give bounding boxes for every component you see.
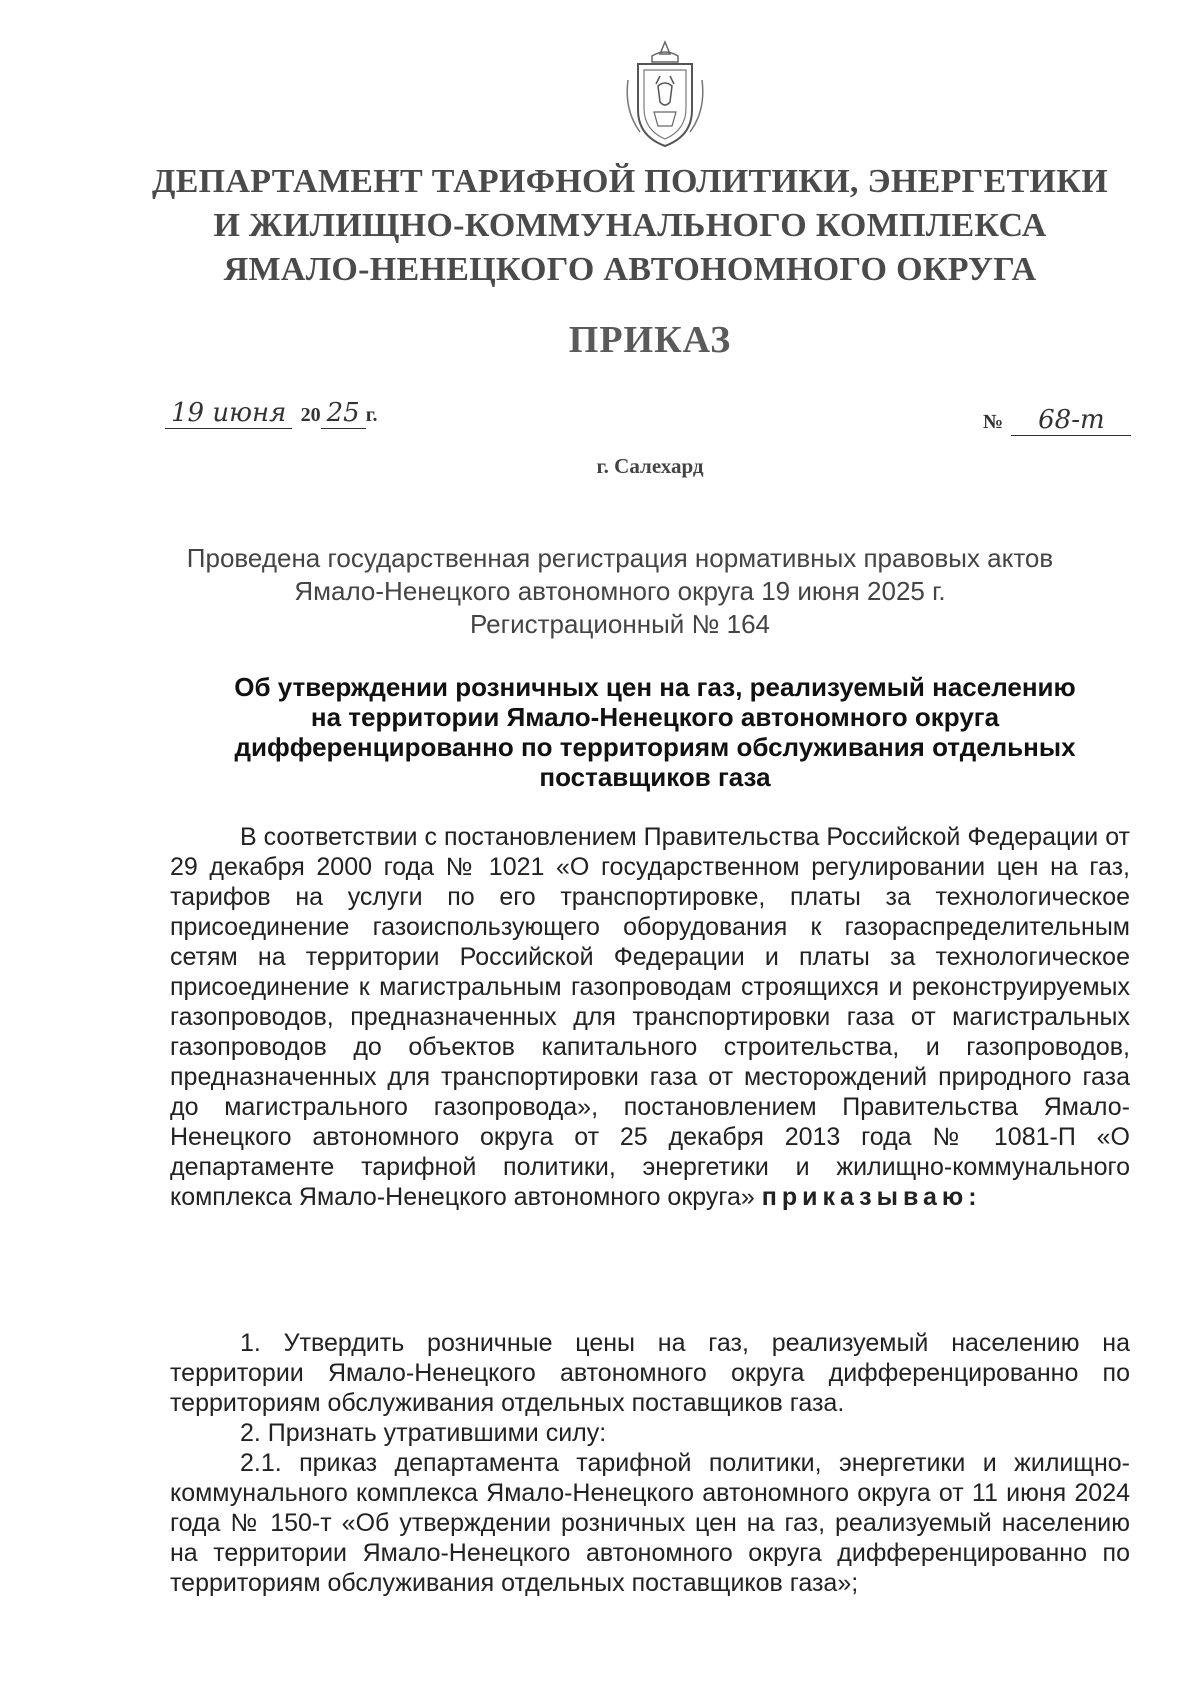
subject-line-4: поставщиков газа xyxy=(539,762,771,792)
number-label: № xyxy=(983,411,1004,433)
department-heading xyxy=(120,160,1140,292)
item-2-1-paragraph: 2.1. приказ департамента тарифной политики, энергетики и жилищно-коммунального комплекса Ямало-Ненецкого автономного округа от 11 июня 2024 года № 150-т «Об утверждении розничных цен на газ, реализуемый населению на территории Ямало-Ненецкого автономного округа дифференцированно по территориям обслуживания отдельных поставщиков газа»; xyxy=(170,1449,1130,1597)
document-type-title: ПРИКАЗ xyxy=(568,319,732,361)
subject-line-1: Об утверждении розничных цен на газ, реализуемый населению xyxy=(234,672,1076,702)
order-date xyxy=(165,398,378,429)
order-number xyxy=(983,405,1131,436)
coat-of-arms-emblem xyxy=(620,40,710,150)
subject-line-2: на территории Ямало-Ненецкого автономного округа xyxy=(310,702,1000,732)
subject-line-3: дифференцированно по территориям обслуживания отдельных xyxy=(234,732,1076,762)
year-prefix: 20 xyxy=(300,404,321,426)
department-line-2: И ЖИЛИЩНО-КОММУНАЛЬНОГО КОМПЛЕКСА xyxy=(213,207,1047,244)
department-line-3: ЯМАЛО-НЕНЕЦКОГО АВТОНОМНОГО ОКРУГА xyxy=(223,251,1037,288)
preamble-section xyxy=(170,822,1130,1212)
registration-line-2: Ямало-Ненецкого автономного округа 19 июня 2025 г. xyxy=(294,576,946,606)
number-handwritten: 68-т xyxy=(1011,405,1131,436)
city-name: г. Салехард xyxy=(596,454,704,478)
date-handwritten: 19 июня xyxy=(165,398,292,429)
item-2-paragraph: 2. Признать утратившими силу: xyxy=(240,1419,607,1447)
department-line-1: ДЕПАРТАМЕНТ ТАРИФНОЙ ПОЛИТИКИ, ЭНЕРГЕТИКИ xyxy=(152,163,1108,200)
registration-line-1: Проведена государственная регистрация нормативных правовых актов xyxy=(186,543,1054,573)
item-1-paragraph: 1. Утвердить розничные цены на газ, реализуемый населению на территории Ямало-Ненецкого автономного округа дифференцированно по территориям обслуживания отдельных поставщиков газа. xyxy=(170,1329,1130,1417)
preamble-paragraph xyxy=(170,822,1130,1212)
order-word: приказываю: xyxy=(761,1183,982,1211)
year-handwritten: 25 xyxy=(321,398,366,429)
order-items-section xyxy=(170,1328,1130,1598)
registration-line-3: Регистрационный № 164 xyxy=(469,609,770,639)
order-subject-heading xyxy=(180,672,1130,792)
registration-stamp-text xyxy=(160,542,1080,641)
preamble-text: В соответствии с постановлением Правительства Российской Федерации от 29 декабря 2000 года № 1021 «О государственном регулировании цен на газ, тарифов на услуги по его транспортировке, платы за технологическое присоединение газоиспользующего оборудования к газораспределительным сетям на территории Российской Федерации и платы за технологическое присоединение к магистральным газопроводам строящихся и реконструируемых газопроводов, предназначенных для транспортировки газа от магистральных газопроводов до объектов капитального строительства, и газопроводов, предназначенных для транспортировки газа от месторождений природного газа до магистрального газопровода», постановлением Правительства Ямало-Ненецкого автономного округа от 25 декабря 2013 года № 1081-П «О департаменте тарифной политики, энергетики и жилищно-коммунального комплекса Ямало-Ненецкого автономного округа» xyxy=(170,823,1130,1211)
year-suffix: г. xyxy=(365,404,378,426)
